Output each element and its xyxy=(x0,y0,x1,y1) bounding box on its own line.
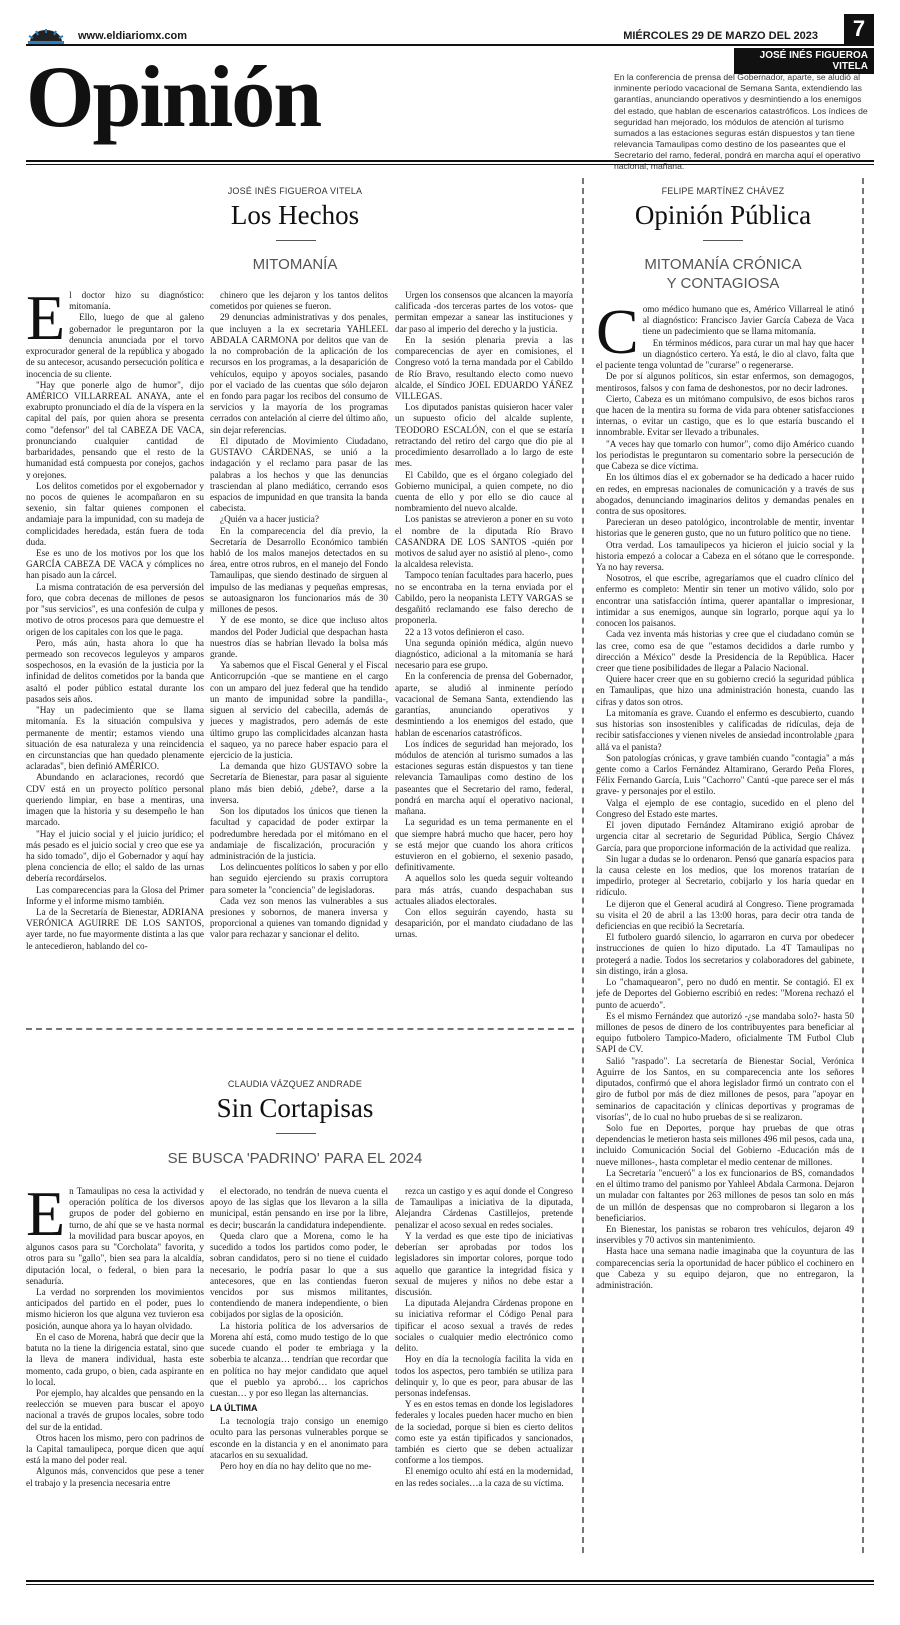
paragraph: 22 a 13 votos definieron el caso. xyxy=(405,626,525,637)
paragraph: Los delincuentes políticos lo saben y por ello han seguido ejerciendo su praxis corruptora para someter la "conciencia" de legisladoras. xyxy=(210,862,388,895)
title-rule xyxy=(703,240,743,241)
paragraph: omo médico humano que es, Américo Villarreal le atinó al diagnóstico: Francisco Javier García Cabeza de Vaca tiene un padecimiento que se llama mitomanía. xyxy=(642,304,854,337)
paragraph: Los índices de seguridad han mejorado, los módulos de atención al turismo sumados a las estaciones seguras están dispuestos y tan tiene relevancia Tamaulipas como destino de los paseantes que el Secretario del ramo, federal, pondrá en marcha aquí el operativo nacional, mañana. xyxy=(395,738,573,817)
paragraph: Abundando en aclaraciones, recordó que CDV está en un proyecto político personal queriendo limpiar, en base a mentiras, una imagen que la historia y su desempeño le han marcado. xyxy=(26,772,204,828)
paragraph: En términos médicos, para curar un mal hay que hacer un diagnóstico certero. Ya está, le dio al clavo, falta que el paciente tenga voluntad de "curarse" o regenerarse. xyxy=(596,337,854,371)
paragraph: Con ellos seguirán cayendo, hasta su desaparición, por el mandato ciudadano de las urnas. xyxy=(395,907,573,940)
article-column-2 xyxy=(210,290,388,1025)
article-headline: SE BUSCA 'PADRINO' PARA EL 2024 xyxy=(167,1150,423,1167)
paragraph: Y de ese monto, se dice que incluso altos mandos del Poder Judicial que despachan hasta nuestros días se habrían llevado la bolsa más grande. xyxy=(210,615,388,659)
paragraph: Le dijeron que el General acudirá al Congreso. Tiene programada su visita el 20 de abril a las 13:00 horas, para decir otra tanda de deficiencias en que recibió la Secretaría. xyxy=(596,898,854,932)
paragraph: El diputado de Movimiento Ciudadano, GUSTAVO CÁRDENAS, se unió a la indagación y el reclamo para pasar de las palabras a los hechos y que las denuncias trasciendan al plano mediático, cerrando esos espacios de impunidad en que transita la banda cabecista. xyxy=(210,435,388,514)
paragraph-list xyxy=(395,1186,573,1489)
paragraph: A aquellos solo les queda seguir volteando para más atrás, cuando despachaban sus actuales aliados electorales. xyxy=(395,873,573,906)
paragraph: En Bienestar, los panistas se robaron tres vehículos, dejaron 49 inservibles y 70 activos sin mantenimiento. xyxy=(596,1223,854,1246)
paragraph: En el caso de Morena, habrá que decir que la batuta no la tiene la dirigencia estatal, sino que la lleva de manera individual, hasta este momento, cada grupo, o bien, cada aspirante en lo local. xyxy=(26,1331,204,1387)
paragraph: Ya sabemos que el Fiscal General y el Fiscal Anticorrupción -que se mantiene en el cargo con un amparo del juez federal que ha tendido un manto de impunidad sobre la pandilla-, siguen al servicio del cabecilla, además de jueces y magistrados, pero además de este último grupo las complicidades alcanzan hasta el saqueo, ya no parece haber espacio para el ejercicio de la justicia. xyxy=(210,660,388,760)
paragraph: Las comparecencias para la Glosa del Primer Informe y el informe mismo también. xyxy=(26,884,204,906)
paragraph-list xyxy=(26,290,204,952)
article-author: FELIPE MARTÍNEZ CHÁVEZ xyxy=(661,186,785,196)
masthead-rule xyxy=(26,44,874,46)
paragraph: Pero, más aún, hasta ahora lo que ha permeado son recovecos leguleyos y amparos sospechosos, en la evasión de la justicia por la infinidad de delitos cometidos por la banda que asaltó el poder público estatal durante los pasados seis años. xyxy=(26,637,204,704)
paragraph: Y la verdad es que este tipo de iniciativas deberían ser aprobadas por todos los legisladores sin importar colores, porque todo aquello que garantice la integridad física y sexual de mujeres y niños no debe estar a discusión. xyxy=(395,1230,573,1297)
paragraph: Lo "chamaquearon", pero no dudó en mentir. Se contagió. El ex jefe de Deportes del Gobierno escribió en redes: "Morena rechazó el punto de acuerdo". xyxy=(596,977,854,1010)
paragraph: Los diputados panistas quisieron hacer valer un supuesto oficio del alcalde suplente, TEODORO ESCALÓN, con el que se estaría retractando del retiro del cargo que dio pie al procedimiento desarrollado a lo largo de este mes. xyxy=(395,402,573,469)
paragraph-list xyxy=(395,290,573,941)
paragraph: La seguridad es un tema permanente en el que siempre habrá mucho que hacer, pero hoy se está mejor que cuando los ahora críticos estuvieron en el gobierno, el sexenio pasado, definitivamente. xyxy=(395,817,573,873)
paragraph: Nosotros, el que escribe, agregaríamos que el cuadro clínico del enfermo es completo: Mentir sin tener un motivo válido, solo por encontrar una satisfacción íntima, querer apantallar o impresionar, intimidar a sus enemigos, aunque sin lograrlo, porque aquí ya lo conocen los paisanos. xyxy=(596,573,854,629)
headline-line-2: Y CONTAGIOSA xyxy=(666,274,780,292)
article-headline: MITOMANÍA xyxy=(252,256,338,273)
paragraph: Cierto, Cabeza es un mitómano compulsivo, de esos bichos raros que hacen de la mentira su forma de vida para obtener satisfacciones internas, o evitar un castigo, que es lo que estaría buscando el innombrable. Evitar ser llevado a tribunales. xyxy=(596,393,854,438)
paragraph: Y es en estos temas en donde los legisladores federales y locales pueden hacer mucho en bien de la sociedad, porque si bien es cierto delitos como este ya están tipificados y sancionados, también es cierto que se deben actualizar conforme a los tiempos. xyxy=(395,1399,573,1466)
article-column-3 xyxy=(395,1186,573,1571)
paragraph: El futbolero guardó silencio, lo agarraron en curva por obedecer instrucciones de quien lo hizo diputado. La 4T Tamaulipas no protegerá a nadie. Todos los secretarios y colaboradores del gabinete, sin distingo, irán a glosa. xyxy=(596,932,854,976)
paragraph: Una segunda opinión médica, algún nuevo diagnóstico, adicional a la mitomanía se hará necesario para ese grupo. xyxy=(395,637,573,671)
paragraph: Urgen los consensos que alcancen la mayoría calificada -dos terceras partes de los votos- que permitan empezar a sanear las instituciones y dar paso al imperio del derecho y la justicia. xyxy=(395,290,573,334)
paragraph: Son los diputados los únicos que tienen la facultad y capacidad de poder extirpar la podredumbre heredada por el mitómano en el andamiaje de fiscalización, procuración y administración de la justicia. xyxy=(210,806,388,861)
paragraph: En la conferencia de prensa del Gobernador, aparte, se aludió al inminente período vacacional de Semana Santa, extendiendo las garantías, anunciando operativos y desmintiendo a los enemigos del estado, que hablan de escenarios catastróficos. xyxy=(395,671,573,738)
article-column xyxy=(596,304,854,1569)
paragraph-list xyxy=(210,290,388,941)
paragraph-list xyxy=(596,304,854,1291)
paragraph: Los panistas se atrevieron a poner en su voto el nombre de la diputada Río Bravo CASANDRA DE LOS SANTOS -quién por motivos de salud ayer no asistió al pleno-, como la alcaldesa relevista. xyxy=(395,514,573,570)
paragraph: En los últimos días el ex gobernador se ha dedicado a hacer ruido en redes, en empresas nacionales de comunicación y a través de sus abogados, denunciando imaginarios delitos y demandas penales en contra de sus opositores. xyxy=(596,472,854,516)
paragraph: Cada vez inventa más historias y cree que el ciudadano común se las cree, como esa de que "estamos decididos a darle rumbo y dirección a México" desde la Presidencia de la República. Hacer creer que tiene posibilidades de llegar a Palacio Nacional. xyxy=(596,629,854,673)
article-author: CLAUDIA VÁZQUEZ ANDRADE xyxy=(227,1079,363,1089)
drop-cap: E xyxy=(26,290,66,353)
paragraph: 29 denuncias administrativas y dos penales, que incluyen a la ex secretaria YAHLEEL ABDALA CARMONA por delitos que van de la no comprobación de la aplicación de los recursos en los programas, a la desaparición de vehículos, equipo y apoyos sociales, pasando por el vaciado de las cuentas que sólo dejaron en fondo para pagar los recibos del consumo de servicios y la mayoría de los programas cerrados con antelación al cierre del último año, sin dejar referencias. xyxy=(210,312,388,435)
paragraph: Son patologías crónicas, y grave también cuando "contagia" a más gente como a Carlos Fernández Altamirano, Gerardo Peña Flores, Félix Fernando García, Luis "Cachorro" Cantú -que parece ser el más grave- y personajes por el estilo. xyxy=(596,752,854,797)
paragraph: Hasta hace una semana nadie imaginaba que la coyuntura de las comparecencias sería la oportunidad de hacer público el cochinero en que Cabeza y su equipo dejaron, que no entregaron, la administración. xyxy=(596,1246,854,1291)
section-title: Opinión xyxy=(26,49,321,146)
masthead-bar xyxy=(26,16,874,46)
paragraph: El Cabildo, que es el órgano colegiado del Gobierno municipal, a quien compete, no dio cuenta de ello y por ello se dio cauce al nombramiento del nuevo alcalde. xyxy=(395,469,573,514)
paragraph: "Hay que ponerle algo de humor", dijo AMÉRICO VILLARREAL ANAYA, ante el exabrupto pronunciado el día de la víspera en la capital del país, por quien ahora se presenta como "defensor" del tal CABEZA DE VACA, pronunciando cualquier cantidad de barbaridades, pensando que el resto de la humanidad está compuesta por conejos, gachos y orejones. xyxy=(26,379,204,480)
issue-date: MIÉRCOLES 29 DE MARZO DEL 2023 xyxy=(623,30,818,42)
paragraph: La mitomanía es grave. Cuando el enfermo es descubierto, cuando sus historias son insostenibles y calificadas de ridículas, deja de recibir satisfacciones y vienen niveles de ansiedad incontrolable ¿para allá va el panista? xyxy=(596,707,854,752)
drop-cap: E xyxy=(26,1186,66,1249)
paragraph: Algunos más, convencidos que pese a tener el trabajo y la presencia necesaria entre xyxy=(26,1466,204,1488)
paragraph: "A veces hay que tomarlo con humor", como dijo Américo cuando los periodistas le preguntaron su comentario sobre la persecución de que Cabeza se dice víctima. xyxy=(596,438,854,472)
paragraph: El joven diputado Fernández Altamirano exigió aprobar de urgencia citar al secretario de Seguridad Pública, Sergio Chávez García, para que proporcione información de la actividad que realiza. xyxy=(596,820,854,853)
paragraph: Cada vez son menos las vulnerables a sus presiones y sobornos, de manera inversa y proporcional a quienes van tomando dignidad y valor para rechazar y sancionar el delito. xyxy=(210,895,388,940)
paragraph: Ello, luego de que al galeno gobernador le preguntaron por la denuncia anunciada por el torvo exprocurador general de la república y abogado de su antecesor, acusando persecución política e inocencia de su cliente. xyxy=(26,312,204,379)
teaser-author: JOSÉ INÉS FIGUEROA VITELA xyxy=(734,48,874,74)
paragraph: n Tamaulipas no cesa la actividad y operación política de los diversos grupos de poder del gobierno en turno, de ahí que se ve hasta normal la movilidad para buscar apoyos, en algunos casos para su "Corcholata" favorita, y otros para su "gallo", bien sea para la alcaldía, diputación local, o federal, o bien para la senaduría. xyxy=(26,1186,204,1286)
header-rule xyxy=(26,160,874,162)
headline-line-1: MITOMANÍA CRÓNICA xyxy=(644,256,802,273)
title-rule xyxy=(276,240,316,241)
title-rule xyxy=(276,1133,316,1134)
paragraph: Parecieran un deseo patológico, incontrolable de mentir, inventar historias que le generen gusto, que no un futuro político que no tiene. xyxy=(596,517,854,539)
paragraph: Tampoco tenían facultades para hacerlo, pues no se encontraba en la terna enviada por el Cabildo, pero la neopanista LETY VARGAS se desgañitó reclamando ese falso derecho de proponerla. xyxy=(395,570,573,626)
paragraph: La tecnología trajo consigo un enemigo oculto para las personas vulnerables porque se esconde en la distancia y en el anonimato para atacarlos en su sexualidad. xyxy=(210,1416,388,1460)
drop-cap: C xyxy=(596,304,639,367)
paragraph: Ese es uno de los motivos por los que los GARCÍA CABEZA DE VACA y cómplices no han pisado aun la cárcel. xyxy=(26,548,204,581)
paragraph: La diputada Alejandra Cárdenas propone en su iniciativa reformar el Código Penal para tipificar el acoso sexual a través de redes sociales o cualquier medio electrónico como delito. xyxy=(395,1298,573,1354)
paragraph: Quiere hacer creer que en su gobierno creció la seguridad pública en Tamaulipas, que hizo una administración honesta, cuando las cifras y datos son otros. xyxy=(596,674,854,707)
column-title: Los Hechos xyxy=(230,200,360,230)
paragraph-list xyxy=(210,1186,388,1399)
paragraph: En la sesión plenaria previa a las comparecencias de ayer en comisiones, el Congreso votó la terna mandada por el Cabildo de Río Bravo, resultando electo como nuevo alcalde, el Síndico JOEL EDUARDO YÁÑEZ VILLEGAS. xyxy=(395,334,573,401)
paragraph: La de la Secretaría de Bienestar, ADRIANA VERÓNICA AGUIRRE DE LOS SANTOS, ayer tarde, no fue mayormente distinta a las que le antecedieron, hablando del co- xyxy=(26,907,204,951)
article-column-1 xyxy=(26,290,204,1025)
article-column-2 xyxy=(210,1186,388,1571)
paragraph: l doctor hizo su diagnóstico: mitomanía. xyxy=(69,290,204,312)
footer-rule xyxy=(26,1580,874,1582)
paragraph: Es el mismo Fernández que autorizó -¿se mandaba solo?- hasta 50 millones de pesos de dinero de los contribuyentes para beneficiar al equipo futbolero Tampico-Madero, oficialmente TM Futbol Club SAPI de CV. xyxy=(596,1010,854,1055)
column-title: Sin Cortapisas xyxy=(216,1093,374,1123)
paragraph: Sin lugar a dudas se lo ordenaron. Pensó que ganaría espacios para la causa celeste en los medios, que los morenos tratarían de impedirlo, proteger al Secretario, cobijarlo y los haría quedar en ridículo. xyxy=(596,853,854,898)
paragraph: Los delitos cometidos por el exgobernador y no pocos de quienes le acompañaron en su sexenio, sin faltar quienes componen el andamiaje para la impunidad, con su madeja de complicidades heredada, están fuera de toda duda. xyxy=(26,480,204,547)
column-title: Opinión Pública xyxy=(634,200,812,230)
paragraph: Otros hacen los mismo, pero con padrinos de la Capital tamaulipeca, porque dicen que aquí está la mano del poder real. xyxy=(26,1432,204,1466)
paragraph: Otra verdad. Los tamaulipecos ya hicieron el juicio social y la historia empezó a colocar a Cabeza en el sótano que le corresponde. Ya no hay reversa. xyxy=(596,539,854,573)
paragraph: rezca un castigo y es aquí donde el Congreso de Tamaulipas a iniciativa de la diputada, Alejandra Cárdenas Castillejos, pretende penalizar el acoso sexual en redes sociales. xyxy=(395,1186,573,1230)
column-divider-left xyxy=(582,178,584,1553)
paragraph: De por sí algunos políticos, sin estar enfermos, son demagogos, mentirosos, falsos y con fama de deshonestos, por no decir ladrones. xyxy=(596,371,854,393)
article-divider xyxy=(26,1028,574,1030)
paragraph: ¿Quién va a hacer justicia? xyxy=(220,514,319,525)
paragraph: Hoy en día la tecnología facilita la vida en todos los aspectos, pero también se utiliza para delinquir y, lo que es peor, para abusar de las personas indefensas. xyxy=(395,1354,573,1398)
paragraph: Solo fue en Deportes, porque hay pruebas de que otras dependencias le metieron hasta seis millones 496 mil pesos, cada una, incluido Comunicación Social del Gobierno -Educación más de nueve millones-, hasta completar el medio centenar de millones. xyxy=(596,1122,854,1167)
paragraph: el electorado, no tendrán de nueva cuenta el apoyo de las siglas que los llevaron a la silla municipal, están pensando en irse por la libre, es decir; buscarán la candidatura independiente. xyxy=(210,1186,388,1230)
paragraph: La misma contratación de esa perversión del foro, que cobra decenas de millones de pesos por "sus servicios", es una confesión de culpa y motivo de otros procesos para que demuestre el origen de los capitales con los que le paga. xyxy=(26,581,204,637)
paragraph: "Hay el juicio social y el juicio jurídico; el más pesado es el juicio social y creo que ese ya ha sido tomado", dijo el Gobernador y aquí hay plena conciencia de ello; el saldo de las urnas debería recordárselos. xyxy=(26,828,204,884)
teaser-text: En la conferencia de prensa del Gobernador, aparte, se aludió al inminente período vacacional de Semana Santa, extendiendo las garantías, anunciando operativos y desmintiendo a los enemigos del estado, que hablan de escenarios catastróficos. Los índices de seguridad han mejorado, los módulos de atención al turismo sumados a las estaciones seguras están dispuestos y tan tiene relevancia Tamaulipas como destino de los paseantes que el Secretario del ramo, federal, pondrá en marcha aquí el operativo nacional, mañana. xyxy=(614,72,868,172)
header-rule-thin xyxy=(26,164,874,165)
section-subheading: LA ÚLTIMA xyxy=(210,1403,258,1414)
paragraph: En la comparecencia del día previo, la Secretaría de Desarrollo Económico también habló de los malos manejos detectados en su área, entre otros rubros, en el manejo del Fondo Tamaulipas, que siendo destinado de sirguen al impulso de las medianas y pequeñas empresas, se autoasignaron los funcionarios más de 30 millones de pesos. xyxy=(210,525,388,615)
paragraph: El enemigo oculto ahí está en la modernidad, en las redes sociales…a la caza de su víctima. xyxy=(395,1466,573,1488)
paragraph: "Hay un padecimiento que se llama mitomanía. Es la situación compulsiva y permanente de mentir; estamos viendo una situación de esa naturaleza y una reincidencia en circunstancias que han quedado plenamente aclaradas", bien definió AMÉRICO. xyxy=(26,705,204,772)
column-divider-right xyxy=(862,178,864,1553)
paragraph: La verdad no sorprenden los movimientos anticipados del partido en el poder, pues lo mismo hicieron los que alguna vez tuvieron esa posición, aunque ahora ya lo hayan olvidado. xyxy=(26,1286,204,1331)
paragraph: La demanda que hizo GUSTAVO sobre la Secretaría de Bienestar, para pasar al siguiente plano más bien debió, ¿debe?, darse a la inversa. xyxy=(210,761,388,805)
article-column-3 xyxy=(395,290,573,1025)
sun-logo-icon xyxy=(26,28,66,44)
footer-rule-thin xyxy=(26,1584,874,1585)
paragraph: Pero hoy en día no hay delito que no me- xyxy=(220,1461,372,1471)
paragraph: La historia política de los adversarios de Morena ahí está, como mudo testigo de lo que sucede cuando el poder te embriaga y la soberbia te alcanza… tendrían que recordar que en política no hay mejor candidato que aquel que el pueblo ya aprobó… los caprichos cuestan… y por eso llegan las alternancias. xyxy=(210,1320,388,1398)
page-number: 7 xyxy=(844,14,874,44)
article-column-1 xyxy=(26,1186,204,1571)
article-headline xyxy=(592,256,854,294)
paragraph: Salió "raspado". La secretaría de Bienestar Social, Verónica Aguirre de los Santos, en su comparecencia ante los señores diputados, confirmó que el ahora legislador firmó un contrato con el giro de futbol por más de diez millones de pesos, para "apoyar en seminarios de capacitación y clínicas deportivas y programas de visorías", de lo cual no hubo pruebas de si se realizaron. xyxy=(596,1055,854,1122)
paragraph: Por ejemplo, hay alcaldes que pensando en la reelección se mueven para buscar el apoyo nacional a través de grupos locales, sobre todo del sur de la entidad. xyxy=(26,1387,204,1432)
paragraph: La Secretaría "encueró" a los ex funcionarios de BS, comandados en el último tramo del panismo por Yahleel Abdala Carmona. Dejaron un muladar con faltantes por 263 millones de pesos tan solo en más de un millón de despensas que no comprobaron si llegaron a los beneficiarios. xyxy=(596,1167,854,1223)
paragraph: Valga el ejemplo de ese contagio, sucedido en el pleno del Congreso del Estado este martes. xyxy=(596,797,854,819)
site-url[interactable]: www.eldiariomx.com xyxy=(78,30,188,42)
paragraph: Queda claro que a Morena, como le ha sucedido a todos los partidos como poder, le sobran candidatos, pero si no tiene el cuidado necesario, le podría pasar lo que a sus antecesores, que en las contiendas fueron vencidos por sus mismos militantes, contendiendo de manera independiente, o bien cobijados por siglas de la oposición. xyxy=(210,1230,388,1320)
article-author: JOSÉ INÉS FIGUEROA VITELA xyxy=(227,186,363,196)
paragraph: chinero que les dejaron y los tantos delitos cometidos por quienes se fueron. xyxy=(210,290,388,312)
paragraph-list xyxy=(210,1416,388,1472)
